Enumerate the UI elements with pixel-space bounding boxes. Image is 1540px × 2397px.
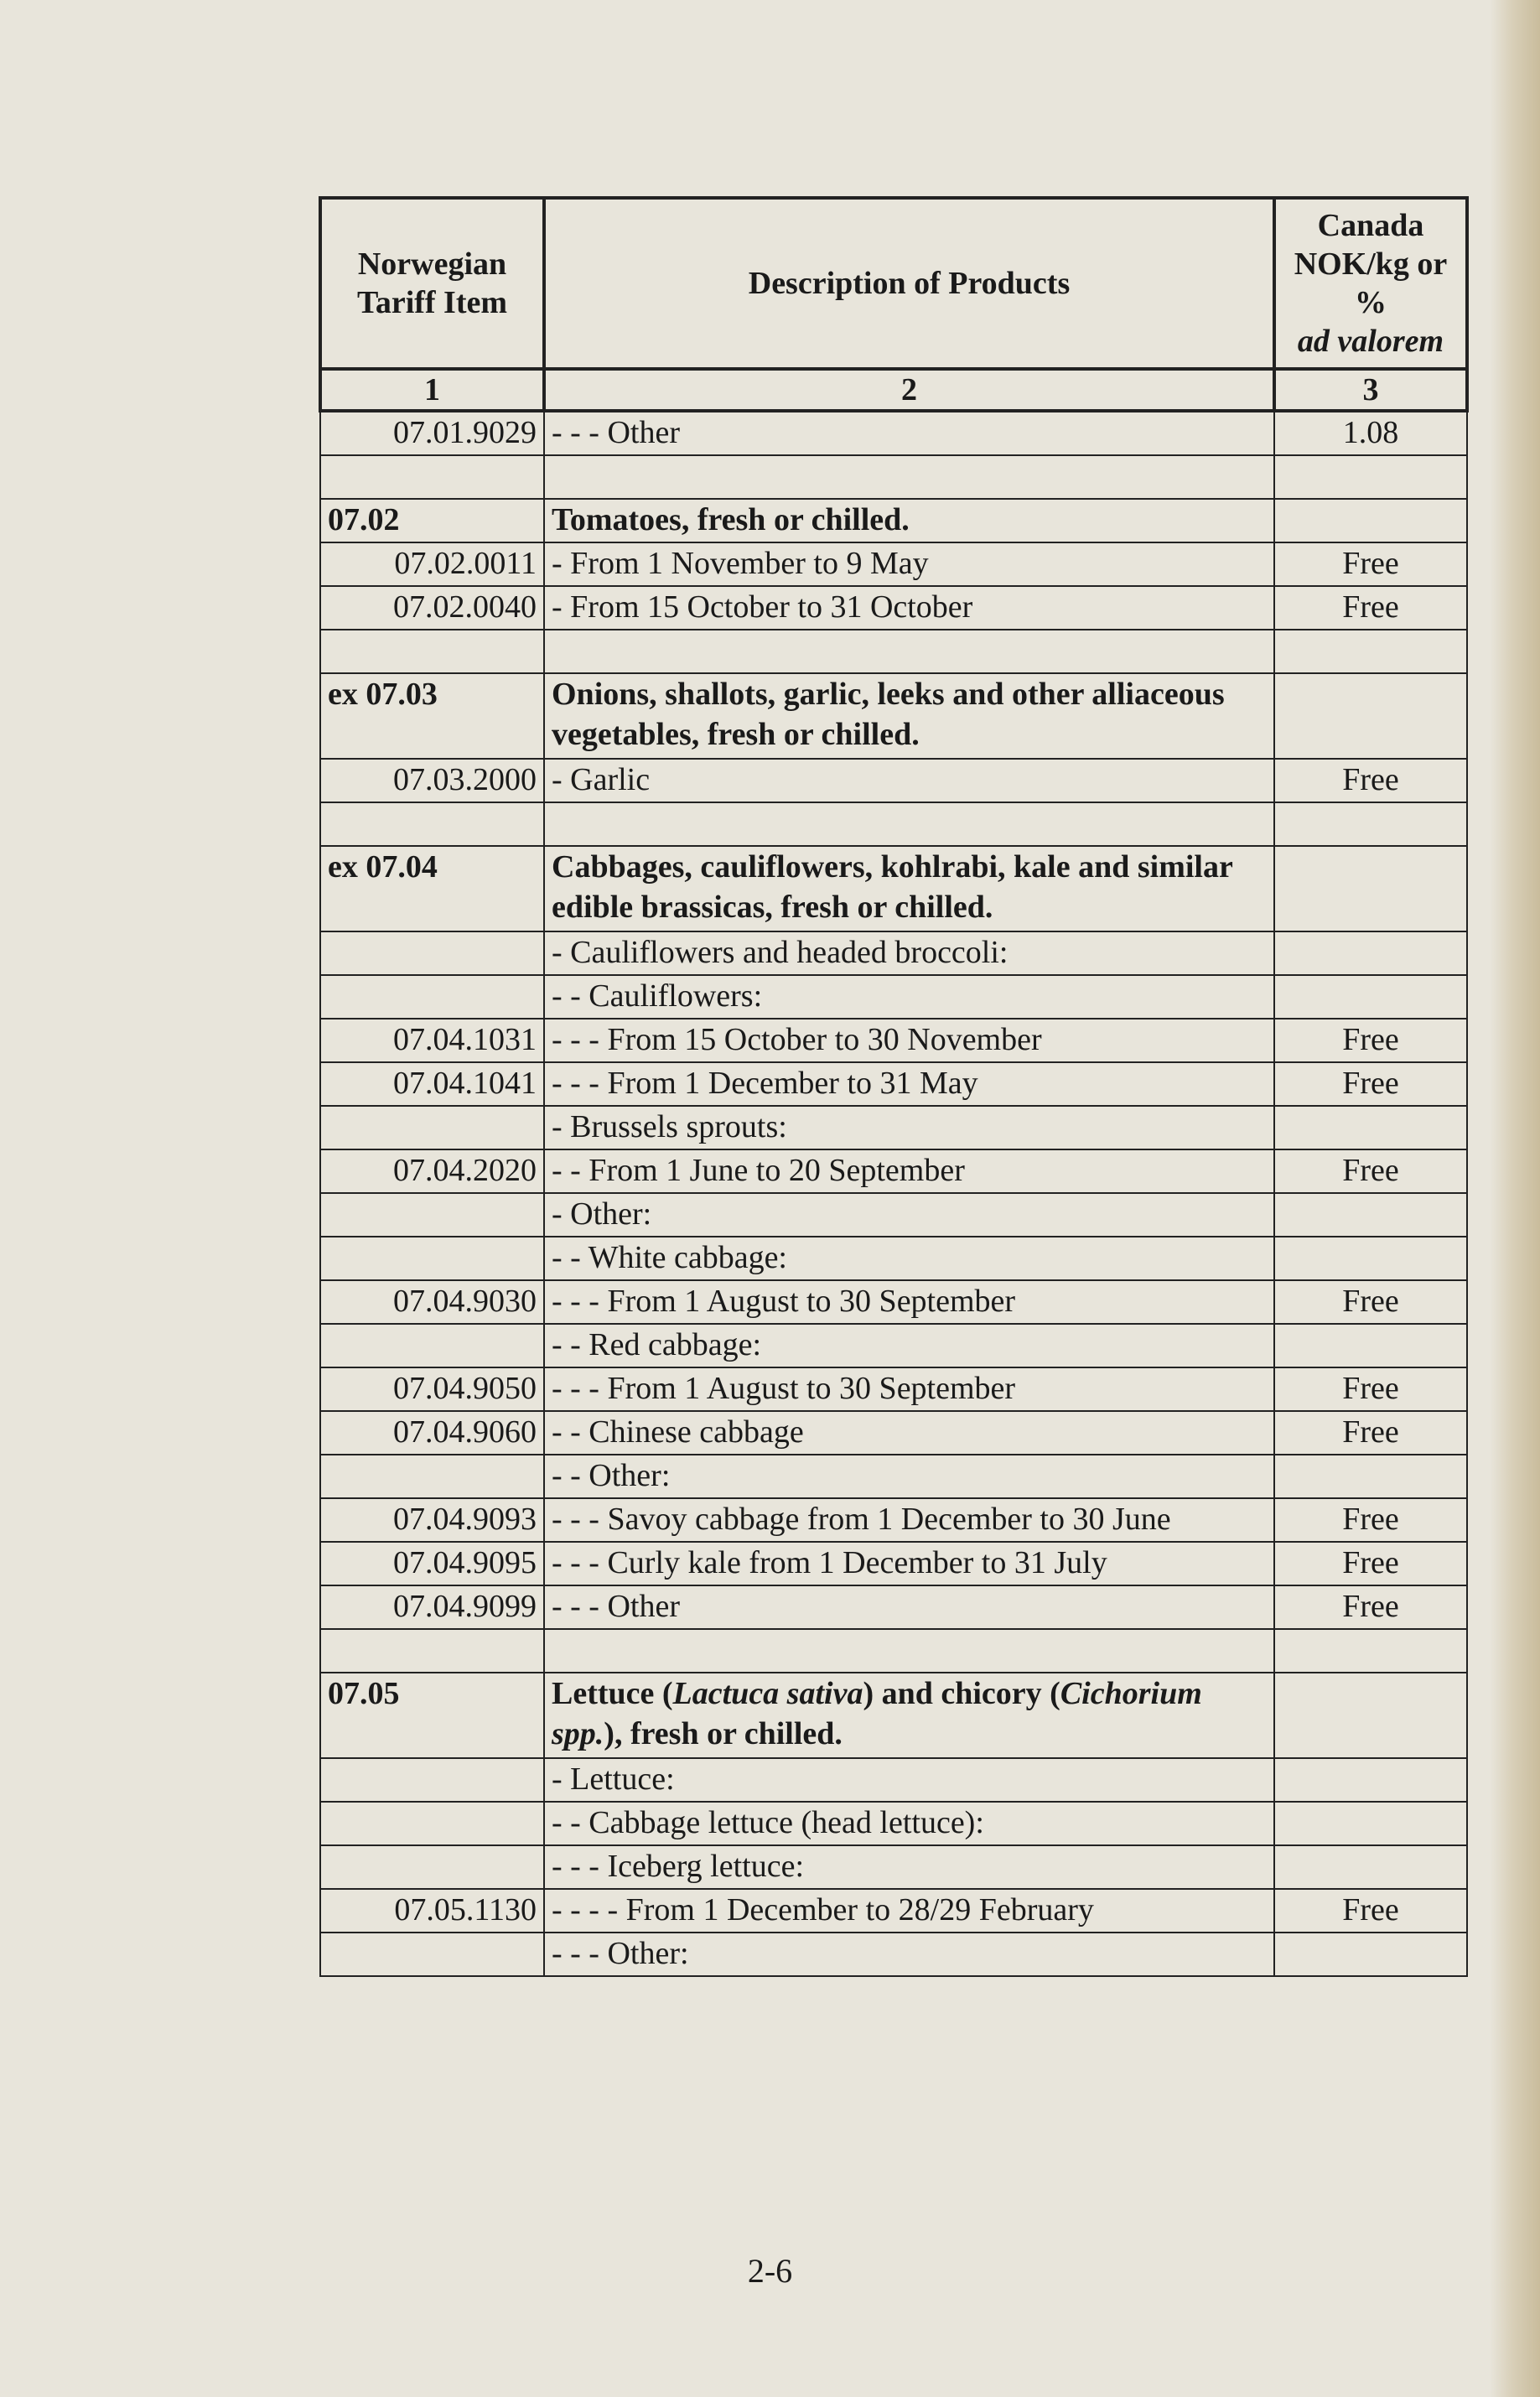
tariff-item: [320, 1237, 544, 1280]
description: [544, 802, 1274, 846]
header-row: [320, 198, 1467, 369]
description: - - - Savoy cabbage from 1 December to 30 June: [544, 1498, 1274, 1542]
heading-text: ), fresh or chilled.: [604, 1716, 843, 1751]
header-duty-ad-valorem: ad valorem: [1297, 324, 1444, 359]
heading-description: Cabbages, cauliflowers, kohlrabi, kale and similar edible brassicas, fresh or chilled.: [544, 846, 1274, 931]
description: - - - Other: [544, 411, 1274, 455]
column-number-row: [320, 369, 1467, 411]
tariff-item: [320, 1455, 544, 1498]
header-description: Description of Products: [544, 198, 1274, 369]
table-row: [320, 1367, 1467, 1411]
duty-rate: [1274, 1106, 1467, 1149]
description: - From 15 October to 31 October: [544, 586, 1274, 630]
heading-description: [544, 1673, 1274, 1758]
description: - - - Other: [544, 1585, 1274, 1629]
tariff-item: 07.03.2000: [320, 759, 544, 802]
table-row: [320, 630, 1467, 673]
description: - Other:: [544, 1193, 1274, 1237]
page-edge: [1490, 0, 1540, 2397]
heading-description: Tomatoes, fresh or chilled.: [544, 499, 1274, 542]
scientific-name: Cichorium spp.: [552, 1676, 1202, 1751]
column-number-1: 1: [320, 369, 544, 411]
table-row: [320, 499, 1467, 542]
description: - Brussels sprouts:: [544, 1106, 1274, 1149]
duty-rate: Free: [1274, 1498, 1467, 1542]
duty-rate: [1274, 975, 1467, 1019]
tariff-table: [319, 196, 1469, 1977]
scientific-name: Lactuca sativa: [672, 1676, 863, 1711]
duty-rate: [1274, 630, 1467, 673]
page-number: 2-6: [747, 2252, 793, 2290]
description: - From 1 November to 9 May: [544, 542, 1274, 586]
duty-rate: Free: [1274, 1019, 1467, 1062]
duty-rate: Free: [1274, 1585, 1467, 1629]
heading-text: Lettuce (: [552, 1676, 673, 1711]
tariff-item: 07.02.0011: [320, 542, 544, 586]
description: [544, 1629, 1274, 1673]
table-row: [320, 802, 1467, 846]
description: [544, 455, 1274, 499]
tariff-heading: ex 07.04: [320, 846, 544, 931]
description: - - - Curly kale from 1 December to 31 July: [544, 1542, 1274, 1585]
description: - - White cabbage:: [544, 1237, 1274, 1280]
duty-rate: [1274, 1758, 1467, 1802]
duty-rate: [1274, 1193, 1467, 1237]
table-row: [320, 673, 1467, 759]
duty-rate: Free: [1274, 1280, 1467, 1324]
heading-description: Onions, shallots, garlic, leeks and other alliaceous vegetables, fresh or chilled.: [544, 673, 1274, 759]
duty-rate: [1274, 455, 1467, 499]
tariff-heading: ex 07.03: [320, 673, 544, 759]
column-number-2: 2: [544, 369, 1274, 411]
header-duty-label: Canada NOK/kg or %: [1294, 208, 1448, 320]
table-row: [320, 1062, 1467, 1106]
tariff-item: [320, 1106, 544, 1149]
table-row: [320, 1629, 1467, 1673]
description: - - Other:: [544, 1455, 1274, 1498]
tariff-item: [320, 1802, 544, 1845]
duty-rate: [1274, 802, 1467, 846]
description: - - - From 1 August to 30 September: [544, 1280, 1274, 1324]
table-row: [320, 1889, 1467, 1933]
table-row: [320, 1019, 1467, 1062]
duty-rate: [1274, 1673, 1467, 1758]
description: - Cauliflowers and headed broccoli:: [544, 931, 1274, 975]
description: - - - From 1 August to 30 September: [544, 1367, 1274, 1411]
table-row: [320, 1280, 1467, 1324]
duty-rate: Free: [1274, 1367, 1467, 1411]
duty-rate: 1.08: [1274, 411, 1467, 455]
duty-rate: [1274, 1324, 1467, 1367]
duty-rate: [1274, 1629, 1467, 1673]
description: - - Red cabbage:: [544, 1324, 1274, 1367]
description: - - - Iceberg lettuce:: [544, 1845, 1274, 1889]
duty-rate: [1274, 499, 1467, 542]
tariff-item: [320, 1193, 544, 1237]
header-duty: [1274, 198, 1467, 369]
tariff-item: 07.04.9060: [320, 1411, 544, 1455]
table-row: [320, 1455, 1467, 1498]
duty-rate: [1274, 673, 1467, 759]
tariff-item: 07.04.1031: [320, 1019, 544, 1062]
tariff-item: [320, 1324, 544, 1367]
tariff-heading: 07.05: [320, 1673, 544, 1758]
table-row: [320, 411, 1467, 455]
duty-rate: [1274, 846, 1467, 931]
tariff-item: 07.04.9095: [320, 1542, 544, 1585]
table-row: [320, 542, 1467, 586]
tariff-item: 07.01.9029: [320, 411, 544, 455]
tariff-item: [320, 1758, 544, 1802]
table-row: [320, 586, 1467, 630]
table-row: [320, 1673, 1467, 1758]
description: - Lettuce:: [544, 1758, 1274, 1802]
table-row: [320, 1585, 1467, 1629]
duty-rate: [1274, 1237, 1467, 1280]
description: - - Chinese cabbage: [544, 1411, 1274, 1455]
table-row: [320, 1149, 1467, 1193]
description: - - - Other:: [544, 1933, 1274, 1976]
description: - - Cabbage lettuce (head lettuce):: [544, 1802, 1274, 1845]
header-tariff-item: Norwegian Tariff Item: [320, 198, 544, 369]
duty-rate: [1274, 1933, 1467, 1976]
table-row: [320, 1106, 1467, 1149]
tariff-item: [320, 1933, 544, 1976]
duty-rate: [1274, 931, 1467, 975]
tariff-item: [320, 802, 544, 846]
duty-rate: Free: [1274, 759, 1467, 802]
tariff-item: 07.04.9093: [320, 1498, 544, 1542]
duty-rate: Free: [1274, 586, 1467, 630]
description: - - Cauliflowers:: [544, 975, 1274, 1019]
table-row: [320, 1411, 1467, 1455]
tariff-heading: 07.02: [320, 499, 544, 542]
description: - - From 1 June to 20 September: [544, 1149, 1274, 1193]
duty-rate: Free: [1274, 542, 1467, 586]
table-row: [320, 1802, 1467, 1845]
tariff-item: 07.04.2020: [320, 1149, 544, 1193]
table-row: [320, 931, 1467, 975]
duty-rate: Free: [1274, 1411, 1467, 1455]
table-row: [320, 1933, 1467, 1976]
description: [544, 630, 1274, 673]
tariff-item: [320, 630, 544, 673]
table-row: [320, 1324, 1467, 1367]
duty-rate: [1274, 1845, 1467, 1889]
tariff-item: 07.04.9099: [320, 1585, 544, 1629]
table-row: [320, 1237, 1467, 1280]
tariff-item: [320, 975, 544, 1019]
tariff-item: 07.04.9050: [320, 1367, 544, 1411]
tariff-item: 07.02.0040: [320, 586, 544, 630]
table-row: [320, 759, 1467, 802]
table-row: [320, 1193, 1467, 1237]
duty-rate: Free: [1274, 1149, 1467, 1193]
tariff-item: [320, 1845, 544, 1889]
column-number-3: 3: [1274, 369, 1467, 411]
tariff-item: [320, 1629, 544, 1673]
duty-rate: [1274, 1455, 1467, 1498]
table-row: [320, 1542, 1467, 1585]
duty-rate: Free: [1274, 1062, 1467, 1106]
description: - - - From 15 October to 30 November: [544, 1019, 1274, 1062]
description: - - - - From 1 December to 28/29 February: [544, 1889, 1274, 1933]
description: - - - From 1 December to 31 May: [544, 1062, 1274, 1106]
duty-rate: Free: [1274, 1542, 1467, 1585]
tariff-item: 07.04.9030: [320, 1280, 544, 1324]
table-row: [320, 975, 1467, 1019]
table-row: [320, 846, 1467, 931]
table-row: [320, 1758, 1467, 1802]
description: - Garlic: [544, 759, 1274, 802]
tariff-item: [320, 455, 544, 499]
duty-rate: Free: [1274, 1889, 1467, 1933]
table-row: [320, 1845, 1467, 1889]
heading-text: ) and chicory (: [863, 1676, 1060, 1711]
tariff-item: [320, 931, 544, 975]
table-row: [320, 455, 1467, 499]
tariff-item: 07.04.1041: [320, 1062, 544, 1106]
duty-rate: [1274, 1802, 1467, 1845]
tariff-item: 07.05.1130: [320, 1889, 544, 1933]
table-row: [320, 1498, 1467, 1542]
